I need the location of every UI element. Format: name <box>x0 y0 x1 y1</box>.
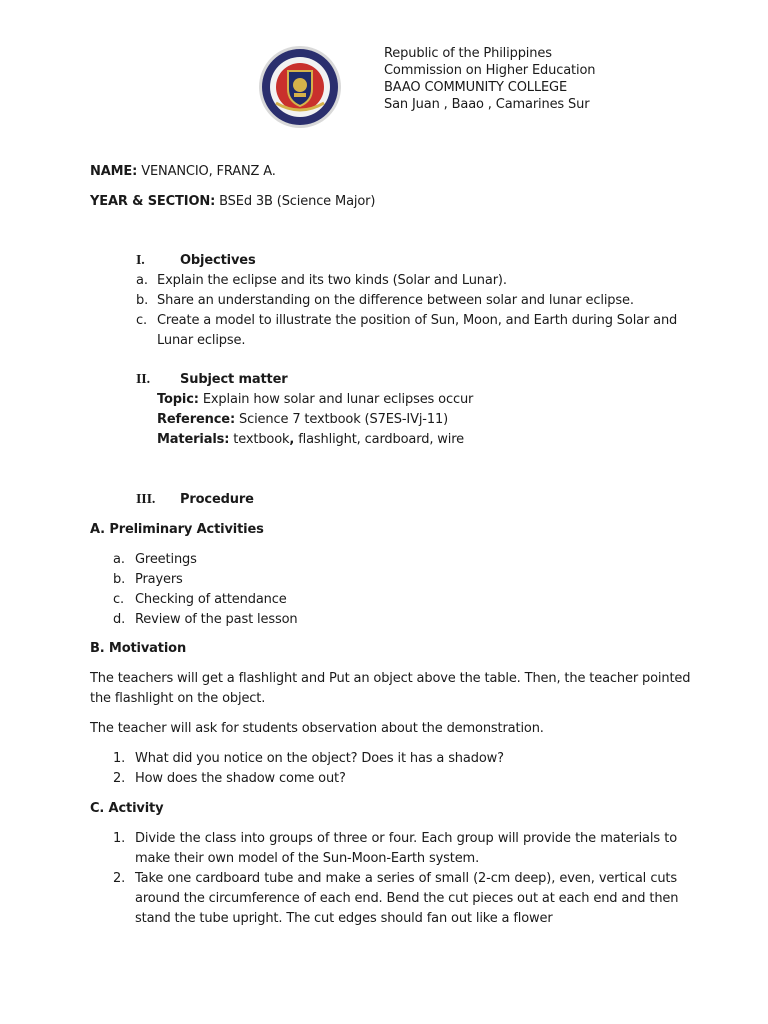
subject-numeral: II. <box>136 372 150 387</box>
reference-label: Reference: <box>157 412 236 427</box>
activity-heading: C. Activity <box>90 801 164 816</box>
materials-row <box>157 430 464 450</box>
name-value: VENANCIO, FRANZ A. <box>137 164 276 179</box>
activity-step-1: Divide the class into groups of three or four. Each group will provide the materials to <box>135 831 677 846</box>
motivation-heading: B. Motivation <box>90 641 187 656</box>
activity-step-1-cont: make their own model of the Sun-Moon-Earth system. <box>135 851 480 866</box>
topic-row <box>157 390 473 410</box>
motivation-question-1: What did you notice on the object? Does it has a shadow? <box>135 751 504 766</box>
objective-text-b: Share an understanding on the difference between solar and lunar eclipse. <box>157 293 634 308</box>
subject-heading: Subject matter <box>180 372 288 387</box>
objective-text-a: Explain the eclipse and its two kinds (Solar and Lunar). <box>157 273 507 288</box>
motivation-paragraph-1-cont: the flashlight on the object. <box>90 691 266 706</box>
activity-marker-1: 1. <box>113 831 126 846</box>
activity-step-2-cont-2: stand the tube upright. The cut edges should fan out like a flower <box>135 911 553 926</box>
materials-value-1: textbook <box>229 432 290 447</box>
topic-label: Topic: <box>157 392 199 407</box>
name-row <box>90 162 276 182</box>
section-label: YEAR & SECTION: <box>90 194 216 209</box>
motivation-question-2: How does the shadow come out? <box>135 771 346 786</box>
materials-value-2: flashlight, cardboard, wire <box>294 432 464 447</box>
objective-text-c-cont: Lunar eclipse. <box>157 333 246 348</box>
preliminary-item-a: Greetings <box>135 552 197 567</box>
header-line-4: San Juan , Baao , Camarines Sur <box>384 97 590 112</box>
preliminary-marker-c: c. <box>113 592 124 607</box>
objective-marker-b: b. <box>136 293 149 308</box>
activity-marker-2: 2. <box>113 871 126 886</box>
name-label: NAME: <box>90 164 138 179</box>
objective-text-c: Create a model to illustrate the position of Sun, Moon, and Earth during Solar and <box>157 313 678 328</box>
topic-value: Explain how solar and lunar eclipses occur <box>198 392 474 407</box>
objective-marker-c: c. <box>136 313 147 328</box>
materials-comma: , <box>289 432 295 447</box>
objectives-heading: Objectives <box>180 253 256 268</box>
motivation-paragraph-2: The teacher will ask for students observation about the demonstration. <box>90 721 544 736</box>
section-value: BSEd 3B (Science Major) <box>215 194 376 209</box>
activity-step-2-cont: around the circumference of each end. Bend the cut pieces out at each end and then <box>135 891 679 906</box>
college-seal-logo <box>258 45 342 129</box>
preliminary-item-c: Checking of attendance <box>135 592 287 607</box>
preliminary-marker-b: b. <box>113 572 126 587</box>
motivation-marker-2: 2. <box>113 771 126 786</box>
section-row <box>90 192 375 212</box>
procedure-heading: Procedure <box>180 492 254 507</box>
header-line-3: BAAO COMMUNITY COLLEGE <box>384 80 568 95</box>
header-line-2: Commission on Higher Education <box>384 63 596 78</box>
preliminary-item-d: Review of the past lesson <box>135 612 298 627</box>
reference-row <box>157 410 448 430</box>
objectives-numeral: I. <box>136 253 145 268</box>
preliminary-marker-d: d. <box>113 612 126 627</box>
materials-label: Materials: <box>157 432 230 447</box>
activity-step-2: Take one cardboard tube and make a series of small (2-cm deep), even, vertical cuts <box>135 871 677 886</box>
motivation-marker-1: 1. <box>113 751 126 766</box>
procedure-numeral: III. <box>136 492 156 507</box>
preliminary-heading: A. Preliminary Activities <box>90 522 264 537</box>
preliminary-marker-a: a. <box>113 552 125 567</box>
reference-value: Science 7 textbook (S7ES-IVj-11) <box>235 412 448 427</box>
motivation-paragraph-1: The teachers will get a flashlight and Put an object above the table. Then, the teacher pointed <box>90 671 691 686</box>
header-line-1: Republic of the Philippines <box>384 46 552 61</box>
preliminary-item-b: Prayers <box>135 572 183 587</box>
objective-marker-a: a. <box>136 273 148 288</box>
